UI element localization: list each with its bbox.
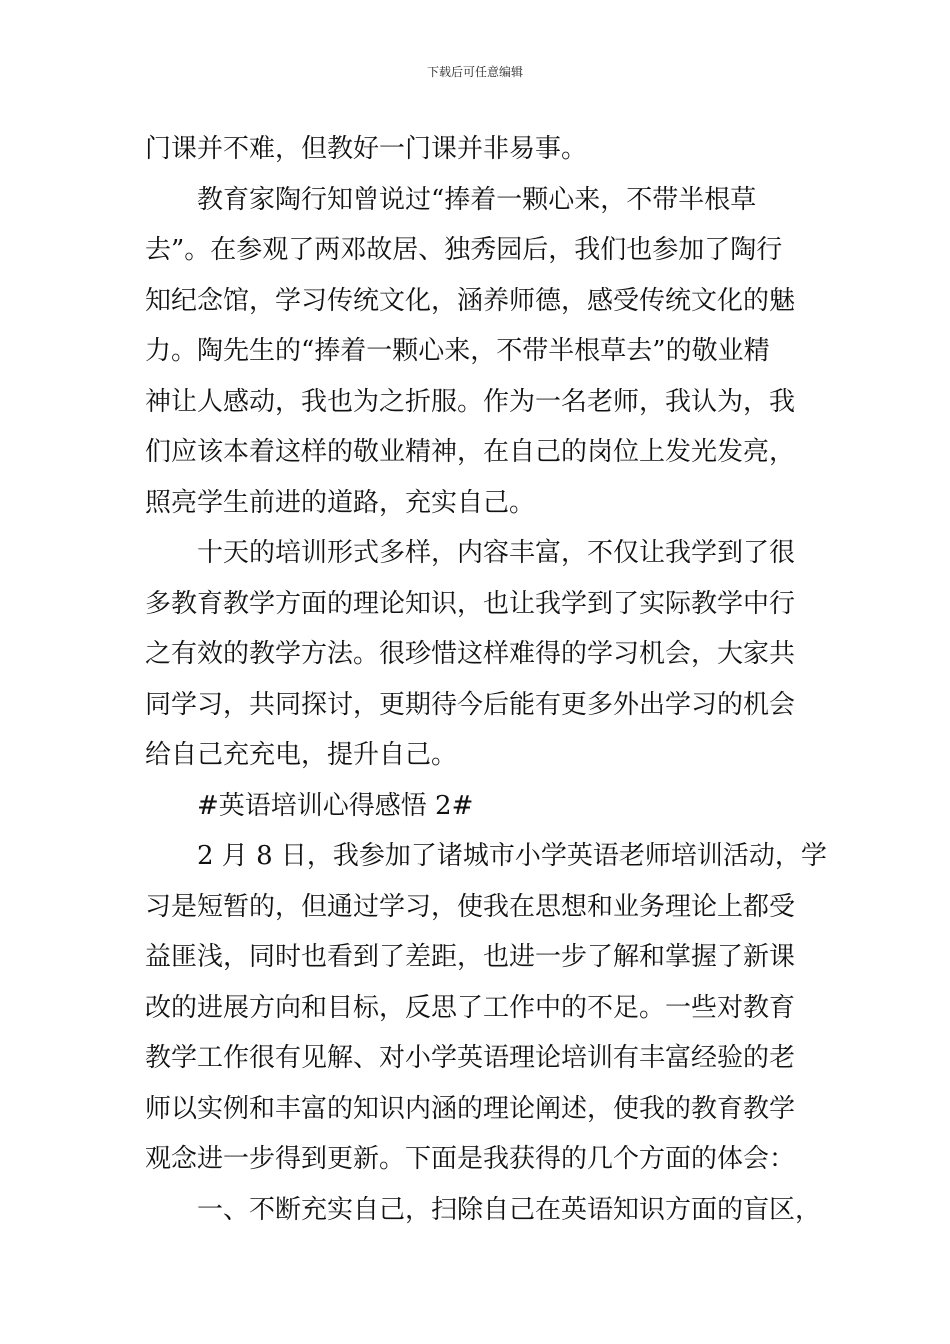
- text-line: 照亮学生前进的道路，充实自己。: [145, 487, 536, 518]
- page-header: 下载后可任意编辑: [426, 65, 523, 79]
- text-line: 神让人感动，我也为之折服。作为一名老师，我认为，我: [145, 386, 796, 417]
- text-line: 改的进展方向和目标，反思了工作中的不足。一些对教育: [145, 992, 796, 1023]
- text-line: 门课并不难，但教好一门课并非易事。: [145, 134, 588, 164]
- text-line: 多教育教学方面的理论知识，也让我学到了实际教学中行: [145, 588, 796, 619]
- text-line: 2 月 8 日，我参加了诸城市小学英语老师培训活动，学: [197, 841, 827, 871]
- text-line: 益匪浅，同时也看到了差距，也进一步了解和掌握了新课: [145, 942, 796, 972]
- text-line: 给自己充充电，提升自己。: [145, 740, 458, 770]
- text-line: 一、不断充实自己，扫除自己在英语知识方面的盲区，: [197, 1194, 822, 1225]
- text-line: 十天的培训形式多样，内容丰富，不仅让我学到了很: [197, 538, 796, 568]
- text-line: 教育家陶行知曾说过“捧着一颗心来，不带半根草: [197, 184, 757, 215]
- section-heading: #英语培训心得感悟 2#: [197, 790, 474, 821]
- text-line: 同学习，共同探讨，更期待今后能有更多外出学习的机会: [145, 689, 796, 720]
- text-line: 观念进一步得到更新。下面是我获得的几个方面的体会：: [145, 1144, 796, 1174]
- text-line: 力。陶先生的“捧着一颗心来，不带半根草去”的敬业精: [145, 336, 770, 366]
- text-line: 们应该本着这样的敬业精神，在自己的岗位上发光发亮，: [145, 437, 796, 467]
- text-line: 去”。在参观了两邓故居、独秀园后，我们也参加了陶行: [145, 235, 783, 265]
- text-line: 师以实例和丰富的知识内涵的理论阐述，使我的教育教学: [145, 1093, 796, 1124]
- text-line: 知纪念馆，学习传统文化，涵养师德，感受传统文化的魅: [145, 285, 796, 316]
- document-body: [145, 124, 827, 1235]
- text-line: 习是短暂的，但通过学习，使我在思想和业务理论上都受: [145, 891, 796, 922]
- text-line: 教学工作很有见解、对小学英语理论培训有丰富经验的老: [145, 1043, 796, 1073]
- text-line: 之有效的教学方法。很珍惜这样难得的学习机会，大家共: [145, 639, 796, 669]
